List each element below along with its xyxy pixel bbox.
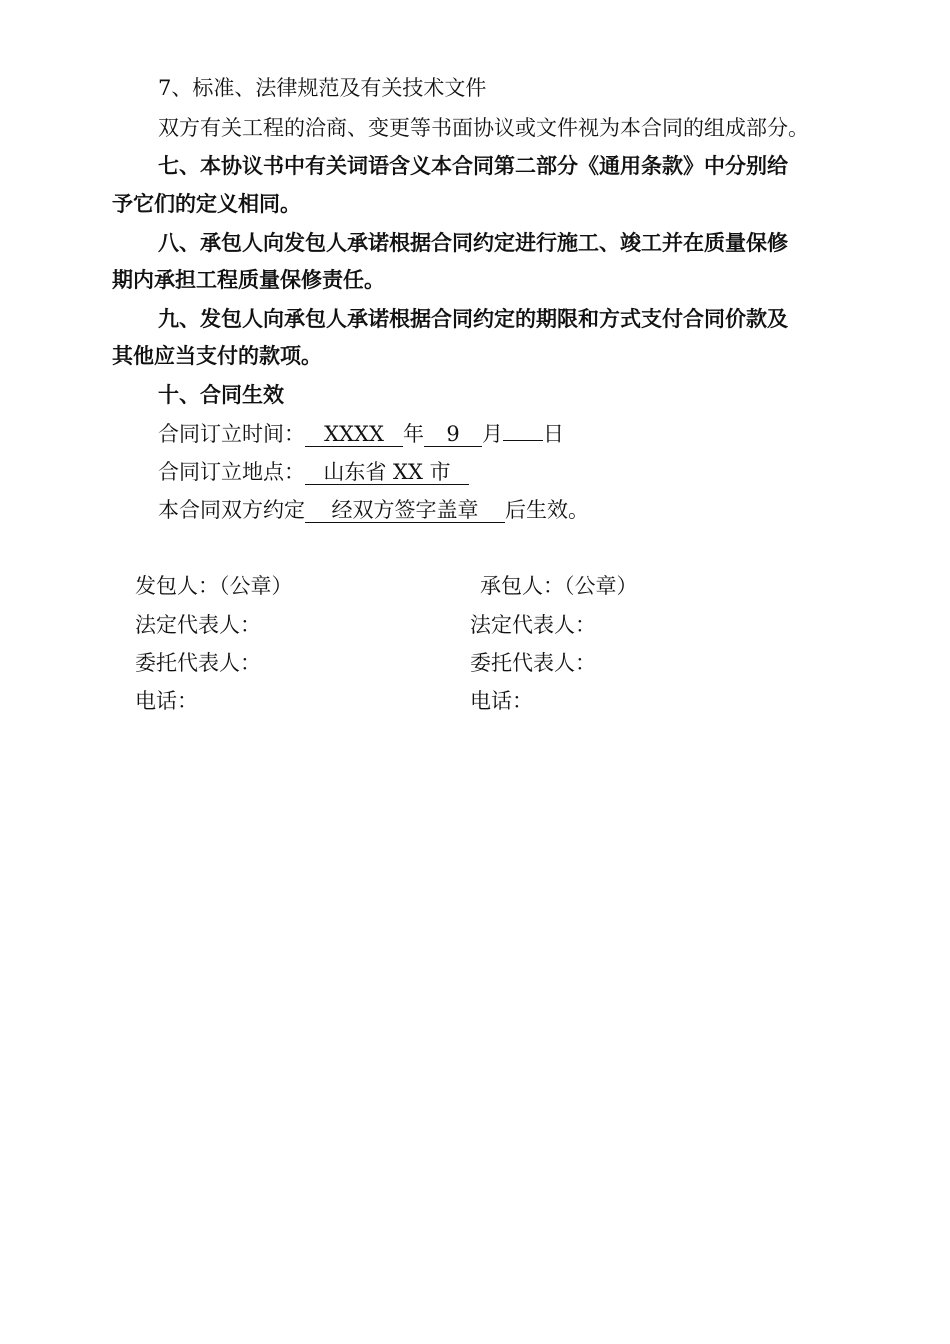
clause-seven-line1: 七、本协议书中有关词语含义本合同第二部分《通用条款》中分别给 <box>158 154 788 178</box>
clause-ten-heading: 十、合同生效 <box>158 383 284 407</box>
signing-time-row <box>158 420 564 448</box>
year-unit: 年 <box>403 422 424 446</box>
day-unit: 日 <box>543 422 564 446</box>
employer-phone: 电话： <box>135 689 198 713</box>
contractor-party-seal: 承包人：（公章） <box>480 574 638 598</box>
contractor-phone: 电话： <box>470 689 533 713</box>
contractor-authorized-representative: 委托代表人： <box>470 651 596 675</box>
month-unit: 月 <box>482 422 503 446</box>
contractor-legal-representative: 法定代表人： <box>470 613 596 637</box>
effective-agreement-row <box>158 496 589 524</box>
clause-nine-line1: 九、发包人向承包人承诺根据合同约定的期限和方式支付合同价款及 <box>158 307 788 331</box>
clause-eight-line2: 期内承担工程质量保修责任。 <box>112 268 385 292</box>
signing-place-value: 山东省 XX 市 <box>305 460 469 485</box>
agreement-prefix: 本合同双方约定 <box>158 498 305 522</box>
signing-place-label: 合同订立地点： <box>158 460 305 484</box>
clause-seven-line2: 予它们的定义相同。 <box>112 192 301 216</box>
clause-nine-line2: 其他应当支付的款项。 <box>112 344 322 368</box>
employer-party-seal: 发包人：（公章） <box>135 574 293 598</box>
signing-place-row <box>158 458 469 486</box>
signing-day-value <box>503 440 543 441</box>
signing-year-value: XXXX <box>305 422 403 447</box>
signing-time-label: 合同订立时间： <box>158 422 305 446</box>
signing-month-value: 9 <box>424 422 482 447</box>
clause-eight-line1: 八、承包人向发包人承诺根据合同约定进行施工、竣工并在质量保修 <box>158 231 788 255</box>
both-parties-agreement-text: 双方有关工程的洽商、变更等书面协议或文件视为本合同的组成部分。 <box>158 116 809 140</box>
agreement-condition-value: 经双方签字盖章 <box>305 498 505 523</box>
employer-authorized-representative: 委托代表人： <box>135 651 261 675</box>
employer-legal-representative: 法定代表人： <box>135 613 261 637</box>
item-7-standards: 7、标准、法律规范及有关技术文件 <box>158 76 487 100</box>
agreement-suffix: 后生效。 <box>505 498 589 522</box>
